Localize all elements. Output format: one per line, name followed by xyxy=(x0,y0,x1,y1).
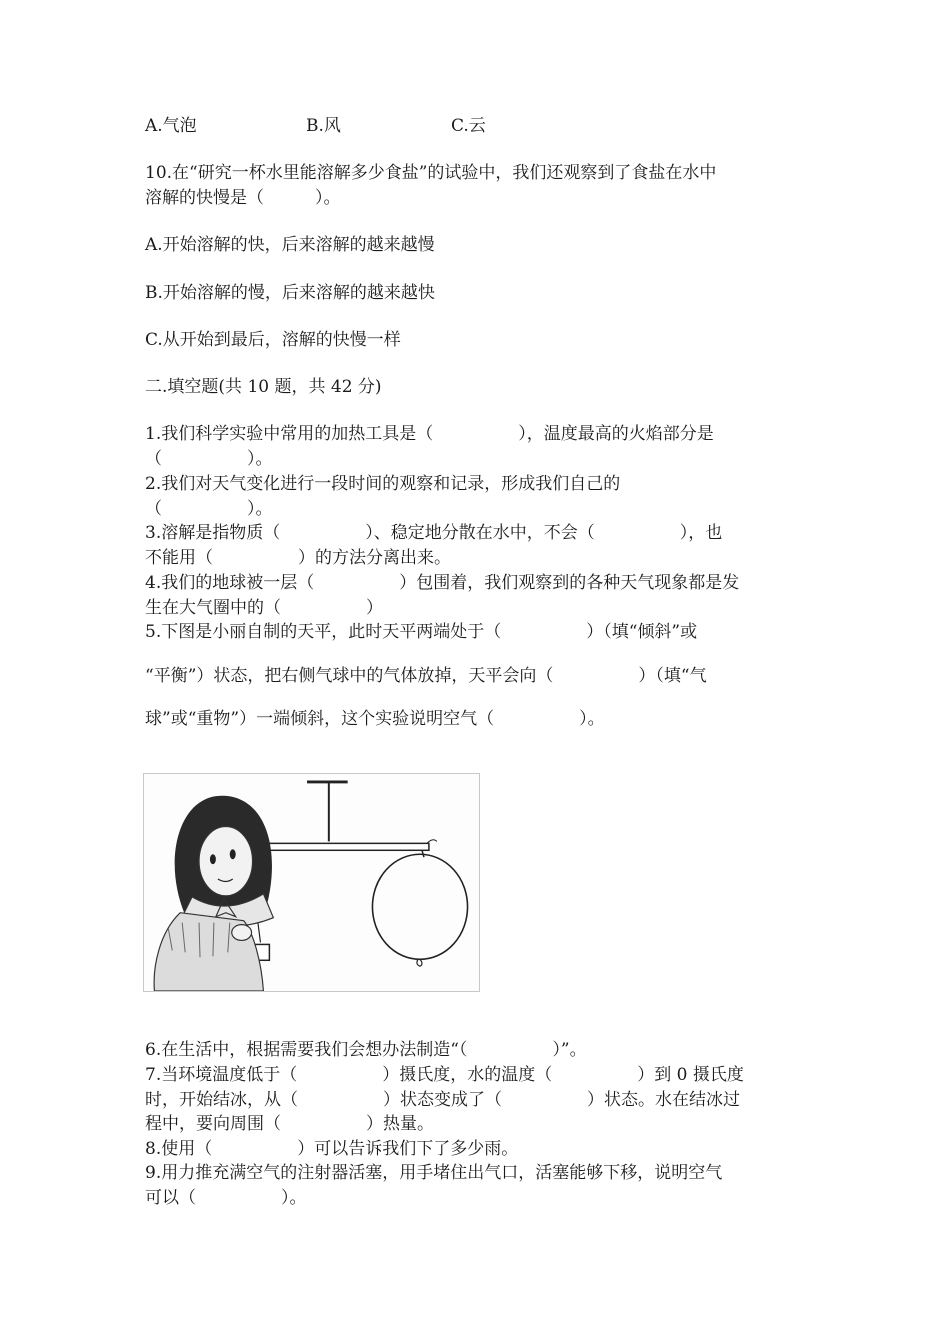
option-a: A.气泡 xyxy=(145,116,197,136)
fill-q5-line2: “平衡”）状态，把右侧气球中的气体放掉，天平会向（ ）（填“气 xyxy=(145,666,707,686)
fill-q4-line2: 生在大气圈中的（ ） xyxy=(145,598,383,618)
q10-option-b: B.开始溶解的慢，后来溶解的越来越快 xyxy=(145,283,435,303)
option-b: B.风 xyxy=(306,116,341,136)
fill-q9-line2: 可以（ ）。 xyxy=(145,1188,307,1208)
option-c: C.云 xyxy=(451,116,486,136)
fill-q6-line1: 6.在生活中，根据需要我们会想办法制造“（ ）”。 xyxy=(145,1040,587,1060)
fill-q9-line1: 9.用力推充满空气的注射器活塞，用手堵住出气口，活塞能够下移，说明空气 xyxy=(145,1163,723,1183)
q10-option-a: A.开始溶解的快，后来溶解的越来越慢 xyxy=(145,235,435,255)
fill-q7-line3: 程中，要向周围（ ）热量。 xyxy=(145,1114,434,1134)
fill-q7-line1: 7.当环境温度低于（ ）摄氏度，水的温度（ ）到 0 摄氏度 xyxy=(145,1065,744,1085)
fill-q7-line2: 时，开始结冰，从（ ）状态变成了（ ）状态。水在结冰过 xyxy=(145,1090,740,1110)
fill-q3-line1: 3.溶解是指物质（ ）、稳定地分散在水中，不会（ ），也 xyxy=(145,523,723,543)
fill-q4-line1: 4.我们的地球被一层（ ）包围着，我们观察到的各种天气现象都是发 xyxy=(145,573,740,593)
q10-stem-line2: 溶解的快慢是（ ）。 xyxy=(145,188,341,208)
balance-illustration xyxy=(143,773,480,992)
fill-q3-line2: 不能用（ ）的方法分离出来。 xyxy=(145,548,451,568)
section-heading: 二.填空题(共 10 题，共 42 分) xyxy=(145,377,382,397)
fill-q2-line2: （ ）。 xyxy=(145,499,273,519)
fill-q8-line1: 8.使用（ ）可以告诉我们下了多少雨。 xyxy=(145,1139,519,1159)
fill-q5-line3: 球”或“重物”）一端倾斜，这个实验说明空气（ ）。 xyxy=(145,709,605,729)
q10-option-c: C.从开始到最后，溶解的快慢一样 xyxy=(145,330,401,350)
q10-stem-line1: 10.在“研究一杯水里能溶解多少食盐”的试验中，我们还观察到了食盐在水中 xyxy=(145,163,717,183)
fill-q1-line1: 1.我们科学实验中常用的加热工具是（ ），温度最高的火焰部分是 xyxy=(145,424,714,444)
q9-options-row xyxy=(145,114,745,138)
fill-q1-line2: （ ）。 xyxy=(145,449,273,469)
fill-q2-line1: 2.我们对天气变化进行一段时间的观察和记录，形成我们自己的 xyxy=(145,474,621,494)
fill-q5-line1: 5.下图是小丽自制的天平，此时天平两端处于（ ）（填“倾斜”或 xyxy=(145,622,698,642)
